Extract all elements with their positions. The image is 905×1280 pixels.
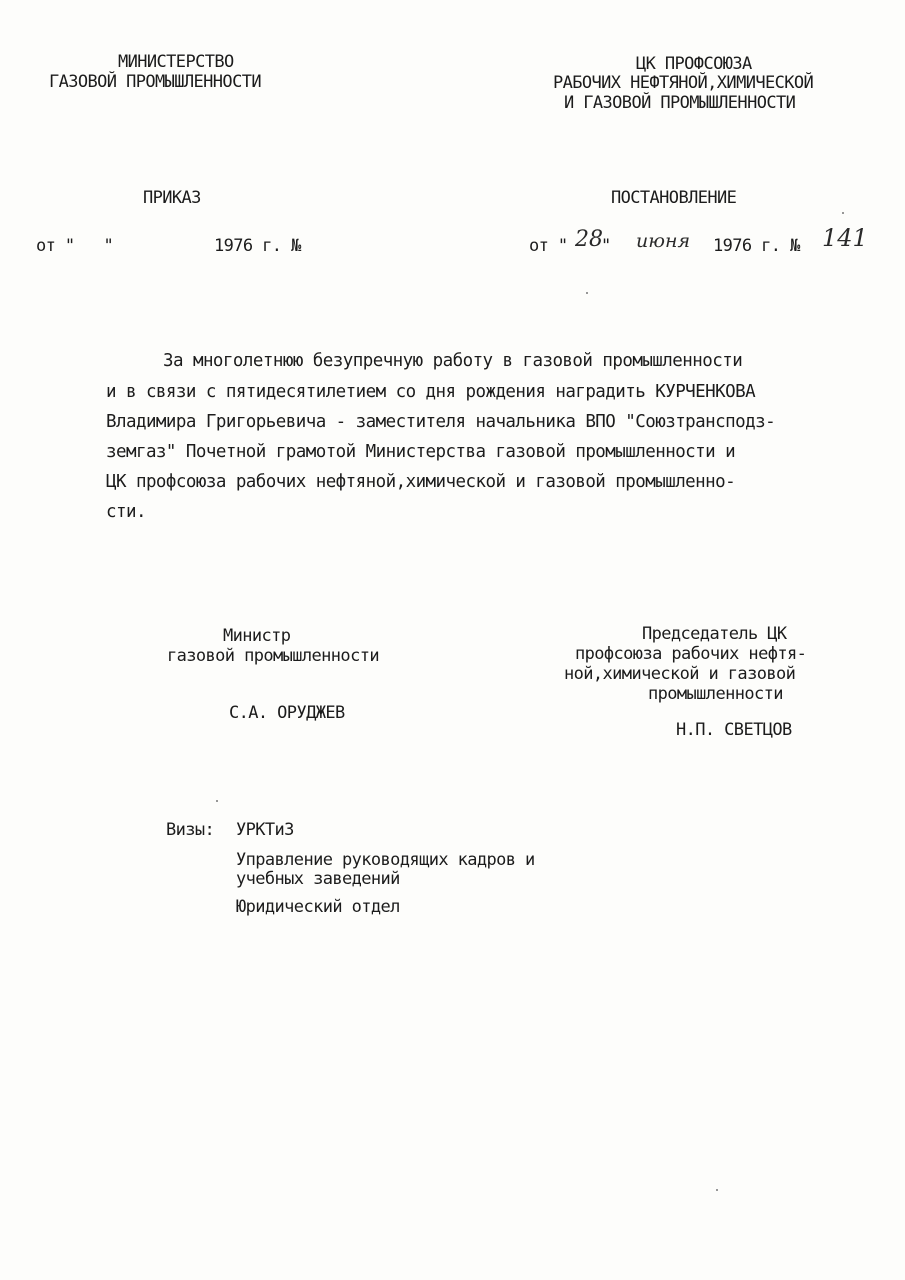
header-left-line1: МИНИСТЕРСТВО bbox=[118, 52, 234, 72]
signature-right-line4: промышленности bbox=[648, 684, 783, 704]
paper-speck bbox=[716, 1189, 718, 1191]
paper-speck bbox=[216, 800, 218, 802]
order-year: 1976 г. № bbox=[214, 236, 301, 256]
visas-label: Визы: bbox=[166, 820, 215, 840]
body-line-6: сти. bbox=[106, 502, 146, 522]
resolution-date-close: " bbox=[601, 236, 611, 256]
resolution-year: 1976 г. № bbox=[713, 236, 800, 256]
header-right-line2: РАБОЧИХ НЕФТЯНОЙ,ХИМИЧЕСКОЙ bbox=[553, 73, 814, 93]
body-line-3: Владимира Григорьевича - заместителя начальника ВПО "Союзтрансподз- bbox=[106, 412, 776, 432]
resolution-title: ПОСТАНОВЛЕНИЕ bbox=[611, 188, 737, 208]
visas-item-3: Юридический отдел bbox=[236, 897, 400, 917]
paper-speck bbox=[586, 292, 588, 294]
signature-left-title: Министр bbox=[223, 626, 291, 646]
resolution-day-handwritten: 28 bbox=[575, 227, 603, 252]
paper-speck bbox=[842, 212, 844, 214]
header-right-line3: И ГАЗОВОЙ ПРОМЫШЛЕННОСТИ bbox=[564, 93, 796, 113]
signature-right-name: Н.П. СВЕТЦОВ bbox=[676, 720, 792, 740]
body-line-4: земгаз" Почетной грамотой Министерства газовой промышленности и bbox=[106, 442, 736, 462]
resolution-date-prefix: от " bbox=[529, 236, 568, 256]
resolution-month-handwritten: июня bbox=[636, 230, 691, 252]
body-line-5: ЦК профсоюза рабочих нефтяной,химической и газовой промышленно- bbox=[106, 472, 736, 492]
signature-right-line2: профсоюза рабочих нефтя- bbox=[575, 644, 807, 664]
order-date-prefix: от " " bbox=[36, 236, 114, 256]
resolution-number-handwritten: 141 bbox=[822, 224, 868, 252]
signature-right-line3: ной,химической и газовой bbox=[564, 664, 796, 684]
header-right-line1: ЦК ПРОФСОЮЗА bbox=[636, 54, 752, 74]
body-line-1: За многолетнюю безупречную работу в газовой промышленности bbox=[163, 351, 743, 371]
visas-item-2-line1: Управление руководящих кадров и bbox=[236, 850, 535, 870]
body-line-2: и в связи с пятидесятилетием со дня рождения наградить КУРЧЕНКОВА bbox=[106, 382, 756, 402]
order-title: ПРИКАЗ bbox=[143, 188, 201, 208]
header-left-line2: ГАЗОВОЙ ПРОМЫШЛЕННОСТИ bbox=[49, 72, 261, 92]
signature-left-subtitle: газовой промышленности bbox=[167, 646, 379, 666]
signature-right-line1: Председатель ЦК bbox=[642, 624, 787, 644]
visas-item-1: УРКТиЗ bbox=[236, 820, 294, 840]
signature-left-name: С.А. ОРУДЖЕВ bbox=[229, 703, 345, 723]
visas-item-2-line2: учебных заведений bbox=[236, 869, 400, 889]
